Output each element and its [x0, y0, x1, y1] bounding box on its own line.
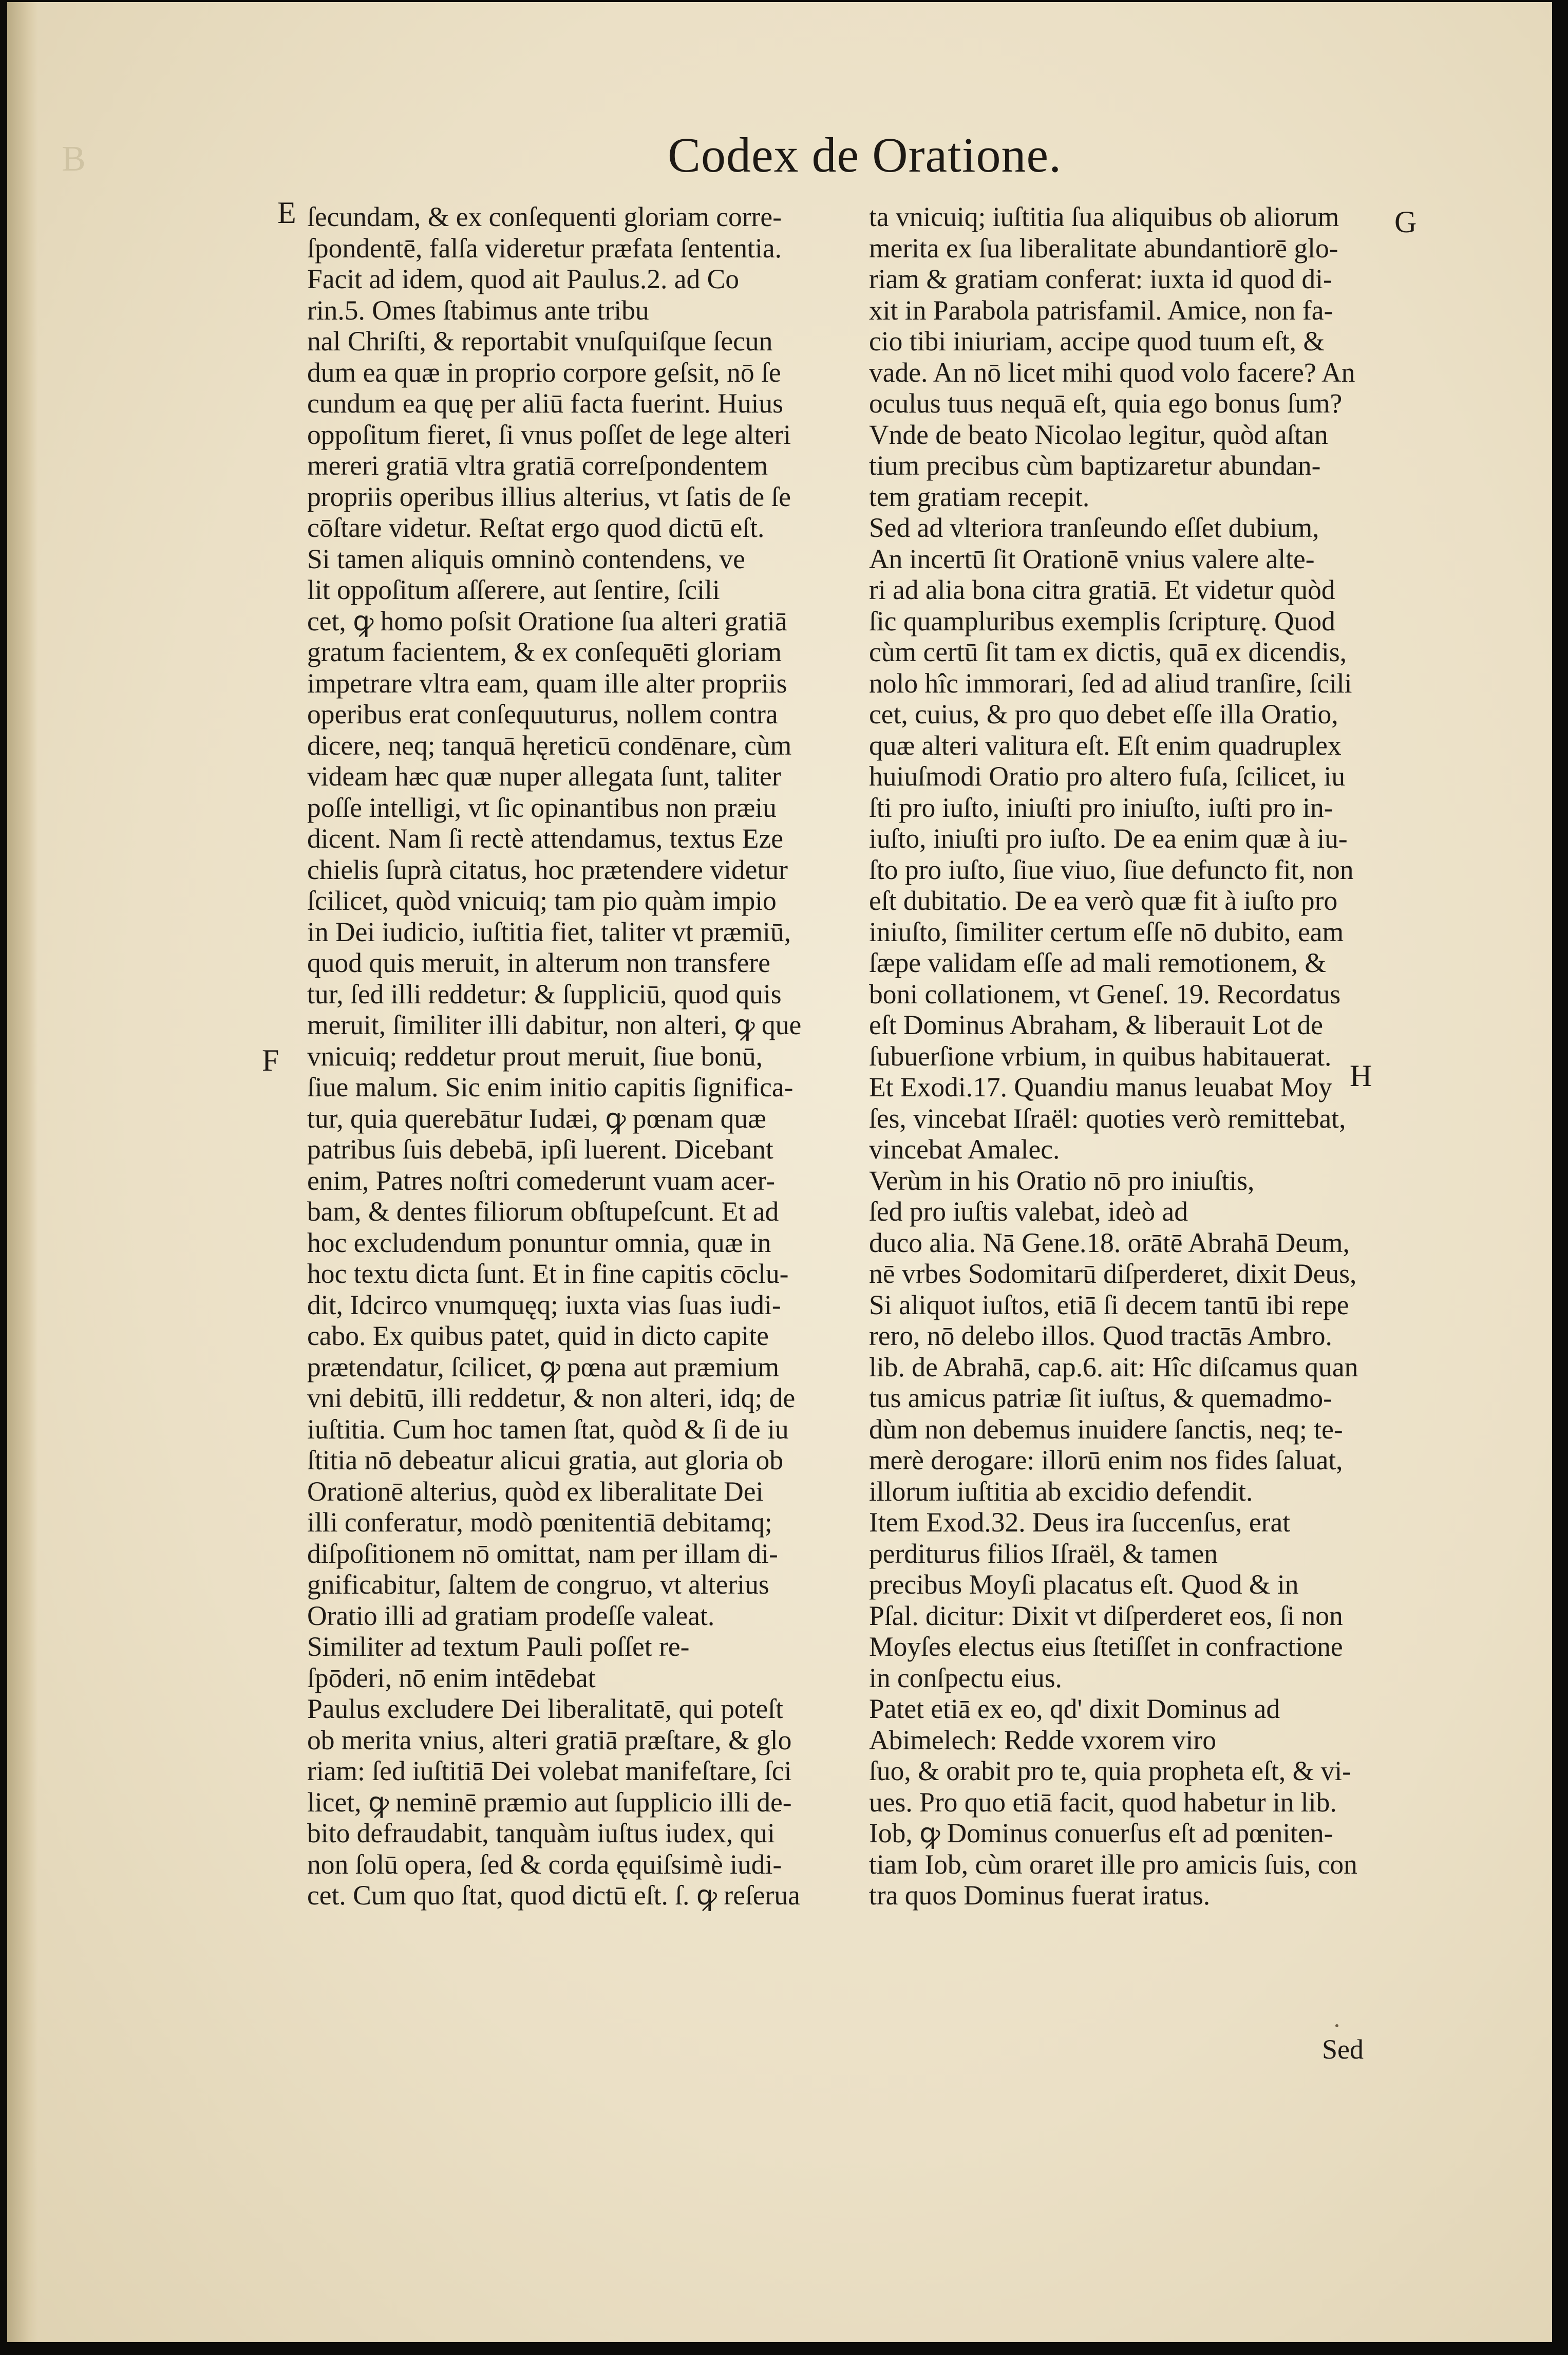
text-line: Moyſes electus eius ſtetiſſet in confractione	[869, 1631, 1343, 1662]
text-line: boni collationem, vt Geneſ. 19. Recordatus	[869, 978, 1341, 1010]
text-line: cio tibi iniuriam, accipe quod tuum eſt, &	[869, 326, 1325, 357]
text-line: bam, & dentes filiorum obſtupeſcunt. Et ad	[307, 1196, 779, 1227]
text-line: poſſe intelligi, vt ſic opinantibus non præiu	[307, 792, 777, 823]
text-line: Orationē alterius, quòd ex liberalitate Dei	[307, 1475, 764, 1507]
text-line: nē vrbes Sodomitarū diſperderet, dixit Deus,	[869, 1258, 1357, 1289]
text-line: ſuo, & orabit pro te, quia propheta eſt, & vi-	[869, 1755, 1351, 1786]
text-line: dùm non debemus inuidere ſanctis, neq; te-	[869, 1413, 1343, 1445]
running-head: Codex de Oratione.	[668, 127, 1062, 182]
text-line: ſpōderi, nō enim intēdebat	[307, 1662, 596, 1693]
text-line: ſti pro iuſto, iniuſti pro iniuſto, iuſti pro in-	[869, 792, 1333, 823]
text-line: enim, Patres noſtri comederunt vuam acer-	[307, 1165, 776, 1196]
text-line: dicere, neq; tanquā hęreticū condēnare, cùm	[307, 730, 792, 761]
paper-speck	[1335, 2024, 1338, 2027]
text-line: rero, nō delebo illos. Quod tractās Ambro.	[869, 1320, 1332, 1351]
text-line: diſpoſitionem nō omittat, nam per illam di-	[307, 1538, 778, 1569]
text-line: Similiter ad textum Pauli poſſet re-	[307, 1631, 690, 1662]
text-line: gratum facientem, & ex conſequēti gloriam	[307, 637, 782, 667]
text-line: cōſtare videtur. Reſtat ergo quod dictū eſt.	[307, 512, 765, 543]
left-text-column	[307, 201, 801, 1911]
margin-letter-g: G	[1394, 205, 1417, 239]
text-line: lib. de Abrahā, cap.6. ait: Hîc diſcamus quan	[869, 1351, 1358, 1382]
text-line: oculus tuus nequā eſt, quia ego bonus ſum?	[869, 388, 1343, 419]
margin-letter-e: E	[277, 196, 296, 230]
text-line: ſiue malum. Sic enim initio capitis ſignifica-	[307, 1072, 794, 1102]
text-line: dum ea quæ in proprio corpore geſsit, nō ſe	[307, 357, 781, 388]
text-line: Facit ad idem, quod ait Paulus.2. ad Co	[307, 264, 740, 294]
text-line: ſpondentē, falſa videretur præfata ſententia.	[307, 232, 782, 264]
catchword: Sed	[1322, 2034, 1364, 2065]
text-line: Vnde de beato Nicolao legitur, quòd aſtan	[869, 419, 1328, 450]
text-line: tur, ſed illi reddetur: & ſuppliciū, quod quis	[307, 978, 782, 1010]
text-line: nal Chriſti, & reportabit vnuſquiſque ſecun	[307, 326, 773, 357]
text-line: vni debitū, illi reddetur, & non alteri, idq; de	[307, 1382, 796, 1413]
text-line: Pſal. dicitur: Dixit vt diſperderet eos, ſi non	[869, 1600, 1343, 1631]
text-line: hoc textu dicta ſunt. Et in fine capitis cōclu-	[307, 1258, 789, 1289]
text-line: impetrare vltra eam, quam ille alter propriis	[307, 667, 787, 699]
text-line: merè derogare: illorū enim nos fides ſaluat,	[869, 1445, 1343, 1475]
text-line: chielis ſuprà citatus, hoc prætendere videtur	[307, 854, 788, 885]
text-line: cùm certū ſit tam ex dictis, quā ex dicendis,	[869, 637, 1347, 667]
text-line: tem gratiam recepit.	[869, 481, 1090, 512]
text-line: tium precibus cùm baptizaretur abundan-	[869, 450, 1321, 481]
text-line: Iob, ꝙ Dominus conuerſus eſt ad pœniten-	[869, 1818, 1333, 1848]
text-line: Abimelech: Redde vxorem viro	[869, 1724, 1216, 1755]
text-line: ſecundam, & ex conſequenti gloriam corre-	[307, 201, 782, 232]
text-line: xit in Parabola patrisfamil. Amice, non fa-	[869, 294, 1333, 326]
text-line: cabo. Ex quibus patet, quid in dicto capite	[307, 1320, 769, 1351]
text-line: eſt dubitatio. De ea verò quæ fit à iuſto pro	[869, 885, 1338, 916]
text-line: hoc excludendum ponuntur omnia, quæ in	[307, 1227, 771, 1258]
text-line: iniuſto, ſimiliter certum eſſe nō dubito, eam	[869, 916, 1344, 947]
text-line: cet. Cum quo ſtat, quod dictū eſt. ſ. ꝙ reſerua	[307, 1880, 800, 1911]
text-line: illorum iuſtitia ab excidio defendit.	[869, 1475, 1253, 1507]
text-line: dit, Idcirco vnumquęq; iuxta vias ſuas iudi-	[307, 1289, 781, 1320]
text-line: dicent. Nam ſi rectè attendamus, textus Eze	[307, 823, 783, 854]
text-line: in conſpectu eius.	[869, 1662, 1062, 1693]
text-line: meruit, ſimiliter illi dabitur, non alteri, ꝙ que	[307, 1010, 802, 1040]
text-line: An incertū ſit Orationē vnius valere alte-	[869, 543, 1315, 574]
text-line: ſæpe validam eſſe ad mali remotionem, &	[869, 947, 1326, 978]
page-fold-mark: B	[62, 139, 86, 179]
text-line: nolo hîc immorari, ſed ad aliud tranſire, ſcili	[869, 667, 1352, 699]
text-line: eſt Dominus Abraham, & liberauit Lot de	[869, 1010, 1324, 1040]
text-line: Si tamen aliquis omninò contendens, ve	[307, 543, 745, 574]
text-line: tiam Iob, cùm oraret ille pro amicis ſuis, con	[869, 1848, 1357, 1880]
text-line: tus amicus patriæ ſit iuſtus, & quemadmo-	[869, 1382, 1332, 1413]
text-line: in Dei iudicio, iuſtitia fiet, taliter vt præmiū,	[307, 916, 791, 947]
text-line: lit oppoſitum aſſerere, aut ſentire, ſcili	[307, 574, 720, 605]
text-line: ſcilicet, quòd vnicuiq; tam pio quàm impio	[307, 885, 777, 916]
text-line: bito defraudabit, tanquàm iuſtus iudex, qui	[307, 1818, 775, 1848]
text-line: Verùm in his Oratio nō pro iniuſtis,	[869, 1165, 1255, 1196]
text-line: non ſolū opera, ſed & corda ęquiſsimè iudi-	[307, 1848, 782, 1880]
text-line: ſubuerſione vrbium, in quibus habitauerat.	[869, 1040, 1332, 1072]
text-line: oppoſitum fieret, ſi vnus poſſet de lege alteri	[307, 419, 791, 450]
right-text-column	[869, 201, 1358, 1911]
text-line: cundum ea quę per aliū facta fuerint. Huius	[307, 388, 783, 419]
text-line: Si aliquot iuſtos, etiā ſi decem tantū ibi repe	[869, 1289, 1349, 1320]
text-line: iuſtitia. Cum hoc tamen ſtat, quòd & ſi de iu	[307, 1413, 789, 1445]
text-line: merita ex ſua liberalitate abundantiorē glo-	[869, 232, 1338, 264]
text-line: patribus ſuis debebā, ipſi luerent. Dicebant	[307, 1134, 773, 1165]
text-line: propriis operibus illius alterius, vt ſatis de ſe	[307, 481, 791, 512]
text-line: videam hæc quæ nuper allegata ſunt, taliter	[307, 761, 781, 792]
text-line: ſed pro iuſtis valebat, ideò ad	[869, 1196, 1188, 1227]
text-line: Et Exodi.17. Quandiu manus leuabat Moy	[869, 1072, 1332, 1102]
text-line: ues. Pro quo etiā facit, quod habetur in lib.	[869, 1786, 1337, 1818]
text-line: Sed ad vlteriora tranſeundo eſſet dubium,	[869, 512, 1319, 543]
text-line: riam & gratiam conferat: iuxta id quod di-	[869, 264, 1332, 294]
text-line: Patet etiā ex eo, qd' dixit Dominus ad	[869, 1693, 1280, 1724]
text-line: ſto pro iuſto, ſiue viuo, ſiue defuncto fit, non	[869, 854, 1354, 885]
text-line: vnicuiq; reddetur prout meruit, ſiue bonū,	[307, 1040, 763, 1072]
text-line: vade. An nō licet mihi quod volo facere? An	[869, 357, 1355, 388]
text-line: perditurus filios Iſraël, & tamen	[869, 1538, 1218, 1569]
text-line: tur, quia querebātur Iudæi, ꝙ pœnam quæ	[307, 1102, 766, 1134]
text-line: Oratio illi ad gratiam prodeſſe valeat.	[307, 1600, 715, 1631]
text-line: huiuſmodi Oratio pro altero fuſa, ſcilicet, iu	[869, 761, 1346, 792]
text-line: ſes, vincebat Iſraël: quoties verò remittebat,	[869, 1102, 1346, 1134]
text-line: Paulus excludere Dei liberalitatē, qui poteſt	[307, 1693, 784, 1724]
text-line: iuſto, iniuſti pro iuſto. De ea enim quæ à iu-	[869, 823, 1348, 854]
text-line: ſic quampluribus exemplis ſcripturę. Quod	[869, 605, 1335, 637]
text-line: vincebat Amalec.	[869, 1134, 1060, 1165]
text-line: illi conferatur, modò pœnitentiā debitamq;	[307, 1507, 772, 1538]
text-line: licet, ꝙ neminē præmio aut ſupplicio illi de-	[307, 1786, 792, 1818]
text-line: operibus erat conſequuturus, nollem contra	[307, 699, 778, 730]
margin-letter-h: H	[1350, 1059, 1372, 1093]
text-line: ta vnicuiq; iuſtitia ſua aliquibus ob aliorum	[869, 201, 1339, 232]
text-line: duco alia. Nā Gene.18. orātē Abrahā Deum,	[869, 1227, 1350, 1258]
text-line: Item Exod.32. Deus ira ſuccenſus, erat	[869, 1507, 1291, 1538]
text-line: quod quis meruit, in alterum non transfere	[307, 947, 770, 978]
text-line: precibus Moyſi placatus eſt. Quod & in	[869, 1569, 1299, 1600]
text-line: rin.5. Omes ſtabimus ante tribu	[307, 294, 649, 326]
page-gutter-shadow	[7, 2, 38, 2342]
text-line: gnificabitur, ſaltem de congruo, vt alterius	[307, 1569, 769, 1600]
text-line: ri ad alia bona citra gratiā. Et videtur quòd	[869, 574, 1335, 605]
text-line: cet, cuius, & pro quo debet eſſe illa Oratio,	[869, 699, 1338, 730]
margin-letter-f: F	[262, 1043, 279, 1077]
text-line: cet, ꝙ homo poſsit Oratione ſua alteri gratiā	[307, 605, 787, 637]
text-line: mereri gratiā vltra gratiā correſpondentem	[307, 450, 768, 481]
text-line: riam: ſed iuſtitiā Dei volebat manifeſtare, ſci	[307, 1755, 792, 1786]
text-line: tra quos Dominus fuerat iratus.	[869, 1880, 1211, 1911]
text-line: quæ alteri valitura eſt. Eſt enim quadruplex	[869, 730, 1342, 761]
text-line: ob merita vnius, alteri gratiā præſtare, & glo	[307, 1724, 792, 1755]
text-line: ſtitia nō debeatur alicui gratia, aut gloria ob	[307, 1445, 784, 1475]
text-line: prætendatur, ſcilicet, ꝙ pœna aut præmium	[307, 1351, 780, 1382]
